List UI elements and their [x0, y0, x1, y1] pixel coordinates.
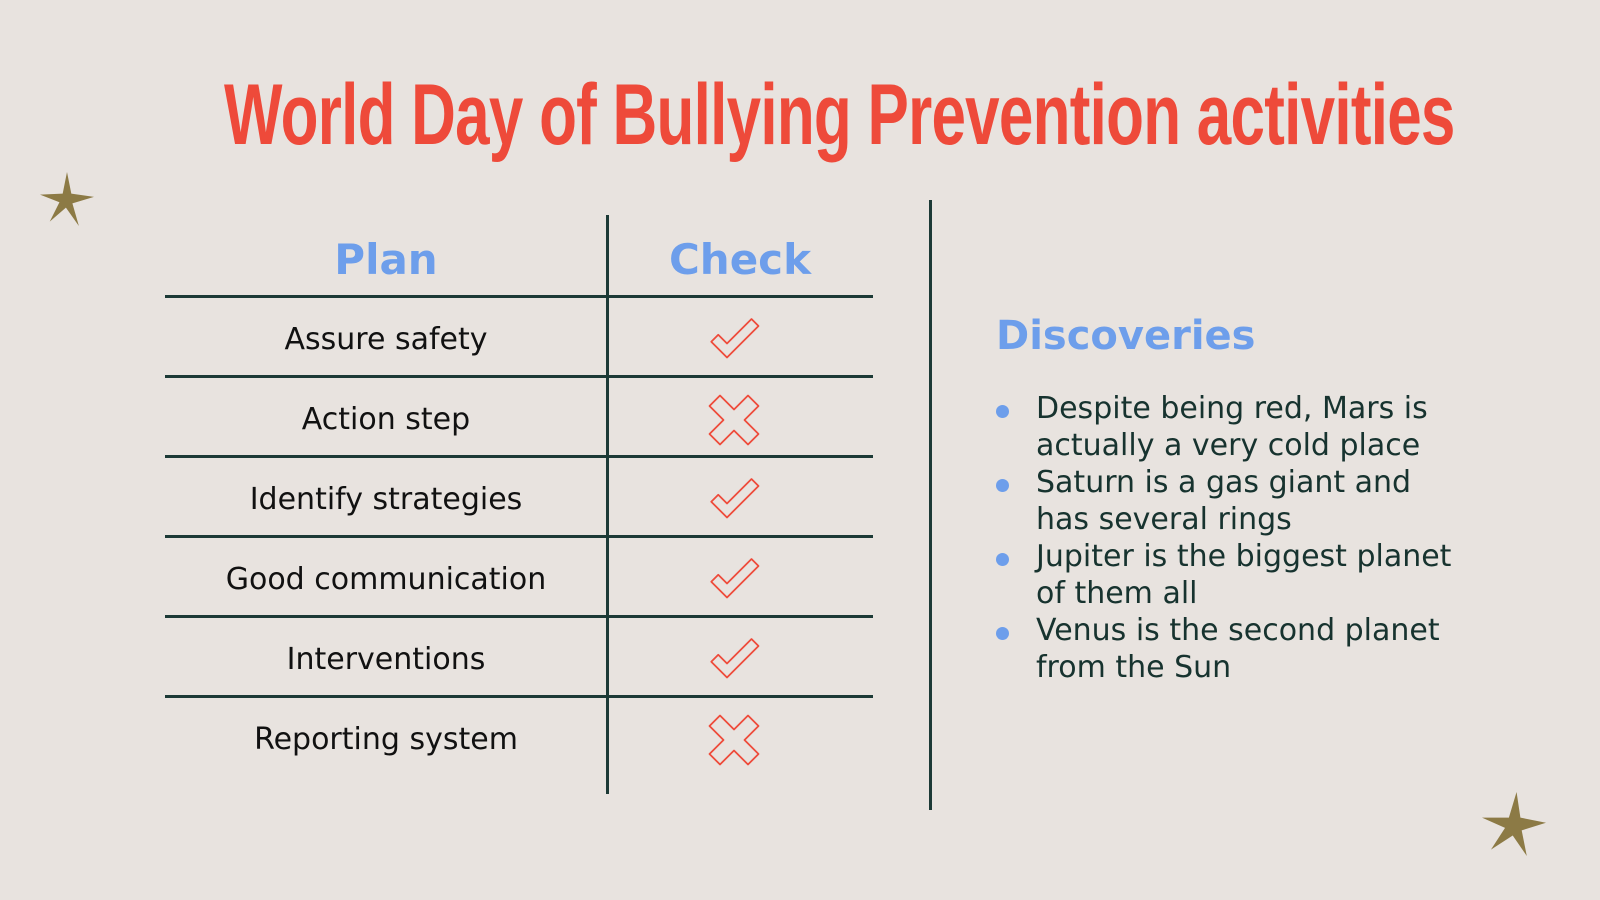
row-label: Assure safety: [284, 321, 488, 357]
table-row: [165, 615, 873, 700]
list-item: Venus is the second planet from the Sun: [990, 612, 1470, 686]
checkmark-icon: [702, 632, 766, 688]
list-item: Saturn is a gas giant and has several rings: [990, 464, 1470, 538]
row-label: Action step: [301, 401, 471, 437]
star-icon: [1482, 792, 1546, 856]
checkmark-icon: [702, 552, 766, 608]
bullet-icon: [996, 627, 1009, 640]
table-row: [165, 375, 873, 460]
row-label: Reporting system: [254, 721, 518, 757]
table-row: [165, 295, 873, 380]
table-row: [165, 695, 873, 780]
section-divider: [929, 200, 932, 810]
star-icon: [40, 172, 94, 226]
table-row: [165, 535, 873, 620]
list-item: Despite being red, Mars is actually a very cold place: [990, 390, 1470, 464]
checkmark-icon: [702, 312, 766, 368]
cross-icon: [702, 392, 766, 448]
list-item: Jupiter is the biggest planet of them all: [990, 538, 1470, 612]
bullet-icon: [996, 479, 1009, 492]
check-header: Check: [668, 235, 812, 284]
table-header: [165, 215, 873, 301]
table-row: [165, 455, 873, 540]
cross-icon: [702, 712, 766, 768]
checkmark-icon: [702, 472, 766, 528]
discoveries-list: [990, 390, 1470, 686]
row-label: Good communication: [225, 561, 547, 597]
row-label: Identify strategies: [249, 481, 523, 517]
row-label: Interventions: [286, 641, 486, 677]
bullet-icon: [996, 553, 1009, 566]
plan-header: Plan: [334, 235, 438, 284]
bullet-icon: [996, 405, 1009, 418]
page-title: World Day of Bullying Prevention activities: [224, 67, 1455, 163]
discoveries-title: Discoveries: [996, 313, 1256, 359]
